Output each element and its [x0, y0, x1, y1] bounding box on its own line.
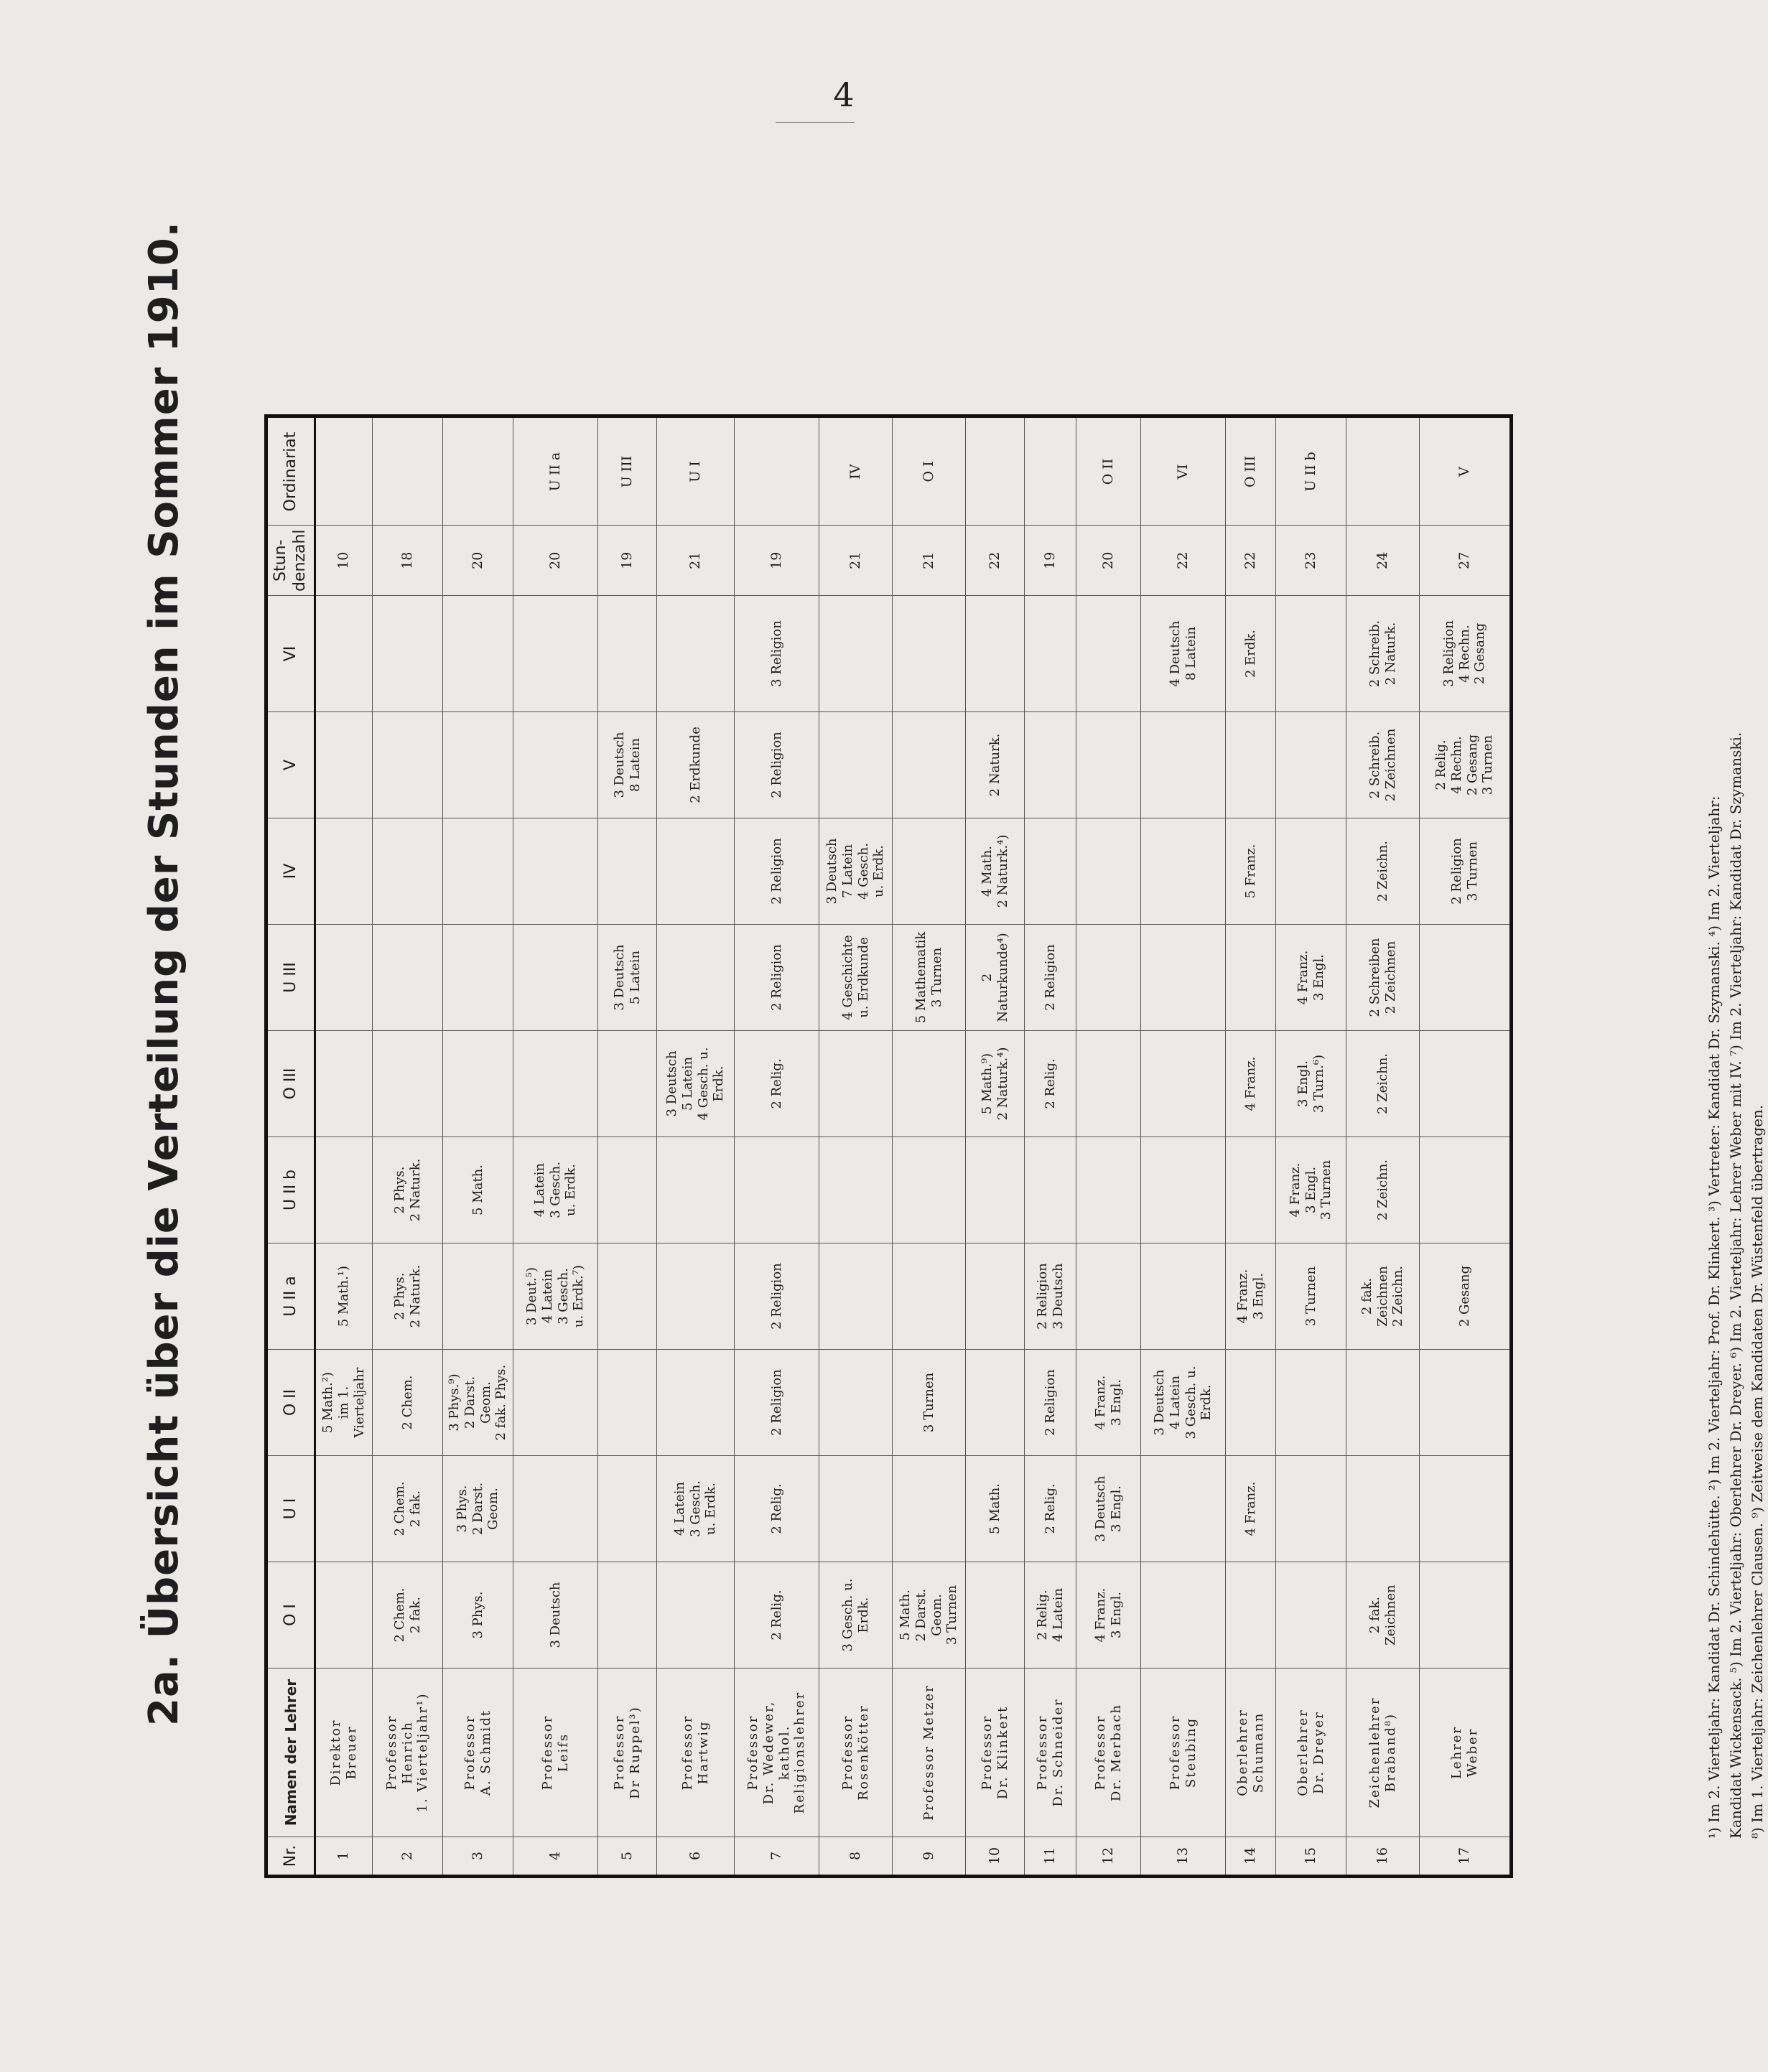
ordinariat-cell: U III	[598, 416, 657, 526]
lesson-cell	[598, 1137, 657, 1243]
row-number: 5	[598, 1837, 657, 1877]
lesson-cell	[443, 1243, 513, 1350]
lesson-cell	[315, 1137, 373, 1243]
lesson-cell	[1226, 1562, 1276, 1669]
lesson-cell: 3 Phys. 2 Darst. Geom.	[443, 1456, 513, 1562]
lesson-cell: 3 Phys.	[443, 1562, 513, 1669]
hours-total-cell: 27	[1420, 526, 1512, 596]
lesson-cell	[598, 596, 657, 712]
lesson-cell	[1141, 1562, 1226, 1669]
row-number: 8	[819, 1837, 893, 1877]
lesson-cell	[1076, 818, 1141, 925]
header-ordinariat: Ordinariat	[266, 416, 315, 526]
lesson-cell	[966, 1350, 1025, 1456]
page-title: 2a. Übersicht über die Verteilung der Stunden im Sommer 1910.	[141, 221, 187, 1726]
ordinariat-cell: O I	[893, 416, 966, 526]
header-nr: Nr.	[266, 1837, 315, 1877]
row-number: 4	[513, 1837, 598, 1877]
row-number: 2	[373, 1837, 443, 1877]
hours-total-cell: 22	[966, 526, 1025, 596]
lesson-cell	[1141, 818, 1226, 925]
teacher-name: Professor Dr. Wedewer, kathol. Religionslehrer	[735, 1669, 819, 1837]
lesson-cell	[893, 818, 966, 925]
row-number: 16	[1346, 1837, 1420, 1877]
lesson-cell	[513, 712, 598, 818]
lesson-cell: 3 Phys.⁹) 2 Darst. Geom. 2 fak. Phys.	[443, 1350, 513, 1456]
lesson-cell: 5 Mathematik 3 Turnen	[893, 925, 966, 1031]
lesson-cell: 3 Religion	[735, 596, 819, 712]
teacher-row	[966, 416, 1025, 1877]
teacher-name: Zeichenlehrer Braband⁸)	[1346, 1669, 1420, 1837]
lesson-cell: 3 Deutsch 3 Engl.	[1076, 1456, 1141, 1562]
lesson-cell	[1276, 596, 1346, 712]
hours-total-cell: 20	[1076, 526, 1141, 596]
lesson-cell: 4 Franz. 3 Engl.	[1276, 925, 1346, 1031]
lesson-cell	[513, 818, 598, 925]
lesson-cell	[373, 712, 443, 818]
row-number: 13	[1141, 1837, 1226, 1877]
lesson-cell	[1420, 1456, 1512, 1562]
lesson-cell: 3 Deut.⁵) 4 Latein 3 Gesch. u. Erdk.⁷)	[513, 1243, 598, 1350]
lesson-cell	[1276, 818, 1346, 925]
lesson-cell: 2 Religion	[735, 1350, 819, 1456]
header-class-uiib: U II b	[266, 1137, 315, 1243]
lesson-cell	[1076, 712, 1141, 818]
header-class-oi: O I	[266, 1562, 315, 1669]
lesson-cell	[966, 1243, 1025, 1350]
lesson-cell	[1420, 1350, 1512, 1456]
lesson-cell	[1276, 712, 1346, 818]
lesson-cell: 5 Math.¹)	[315, 1243, 373, 1350]
page-number: 4	[833, 75, 855, 114]
lesson-cell: 3 Deutsch	[513, 1562, 598, 1669]
row-number: 17	[1420, 1837, 1512, 1877]
teacher-name: Professor Dr Ruppel³)	[598, 1669, 657, 1837]
footnotes: ¹) Im 2. Vierteljahr: Kandidat Dr. Schindehütte. ²) Im 2. Vierteljahr: Prof. Dr. Klinkert. ³) Vertreter: Kandidat Dr. Szymanski. ⁴) Im 2. Vierteljahr: Kandidat Wickensack. ⁵) Im 2. Vierteljahr: Oberlehrer Dr. Dreyer. ⁶) Im 2. Vierteljahr: Lehrer Weber mit IV. ⁷) Im 2. Vierteljahr: Kandidat Dr. Szymanski. ⁸) Im 1. Vierteljahr: Zeichenlehrer Clausen. ⁹) Zeitweise dem Kandidaten Dr. Wüstenfeld übertragen.	[1706, 732, 1766, 1839]
hours-total-cell: 18	[373, 526, 443, 596]
ordinariat-cell	[735, 416, 819, 526]
lesson-cell: 2 Zeichn.	[1346, 1031, 1420, 1137]
lesson-cell	[1276, 1350, 1346, 1456]
lesson-cell: 2 Erdk.	[1226, 596, 1276, 712]
ordinariat-cell	[1025, 416, 1076, 526]
row-number: 9	[893, 1837, 966, 1877]
lesson-cell	[1420, 1031, 1512, 1137]
lesson-cell	[1076, 1137, 1141, 1243]
lesson-cell	[513, 596, 598, 712]
lesson-cell	[373, 596, 443, 712]
hours-total-cell: 22	[1226, 526, 1276, 596]
teacher-name: Professor Dr. Schneider	[1025, 1669, 1076, 1837]
ordinariat-cell: V	[1420, 416, 1512, 526]
teacher-row	[657, 416, 735, 1877]
lesson-cell	[443, 818, 513, 925]
lesson-cell: 4 Latein 3 Gesch. u. Erdk.	[513, 1137, 598, 1243]
lesson-cell: 2 Gesang	[1420, 1243, 1512, 1350]
lesson-cell: 3 Deutsch 8 Latein	[598, 712, 657, 818]
lesson-cell	[598, 1350, 657, 1456]
hours-total-cell: 19	[598, 526, 657, 596]
lesson-cell: 2 Relig. 4 Latein	[1025, 1562, 1076, 1669]
lesson-cell: 4 Deutsch 8 Latein	[1141, 596, 1226, 712]
ordinariat-cell: U II a	[513, 416, 598, 526]
lesson-cell	[819, 1456, 893, 1562]
header-teacher-names: Namen der Lehrer	[266, 1669, 315, 1837]
lesson-cell: 2 Chem. 2 fak.	[373, 1562, 443, 1669]
lesson-cell	[819, 1031, 893, 1137]
lesson-cell	[1420, 1562, 1512, 1669]
teacher-row	[735, 416, 819, 1877]
lesson-cell	[1141, 925, 1226, 1031]
lesson-cell	[315, 712, 373, 818]
lesson-cell	[598, 1031, 657, 1137]
teacher-name: Professor Hartwig	[657, 1669, 735, 1837]
lesson-cell	[1226, 712, 1276, 818]
lesson-cell	[657, 925, 735, 1031]
row-number: 3	[443, 1837, 513, 1877]
teacher-row	[1025, 416, 1076, 1877]
teacher-name: Oberlehrer Schumann	[1226, 1669, 1276, 1837]
lesson-cell: 2 Religion 3 Deutsch	[1025, 1243, 1076, 1350]
lesson-cell	[1025, 818, 1076, 925]
ordinariat-cell: U II b	[1276, 416, 1346, 526]
lesson-cell	[1076, 1031, 1141, 1137]
hours-total-cell: 19	[735, 526, 819, 596]
hours-total-cell: 23	[1276, 526, 1346, 596]
lesson-cell: 2 Chem. 2 fak.	[373, 1456, 443, 1562]
lesson-cell	[1420, 925, 1512, 1031]
lesson-cell	[1346, 1456, 1420, 1562]
lesson-cell: 2 Naturkunde⁴)	[966, 925, 1025, 1031]
teacher-row	[443, 416, 513, 1877]
lesson-cell	[513, 1456, 598, 1562]
row-number: 1	[315, 1837, 373, 1877]
lesson-cell: 4 Math. 2 Naturk.⁴)	[966, 818, 1025, 925]
lesson-cell	[598, 1562, 657, 1669]
teacher-name: Professor A. Schmidt	[443, 1669, 513, 1837]
ordinariat-cell	[373, 416, 443, 526]
hours-total-cell: 19	[1025, 526, 1076, 596]
lesson-cell	[819, 596, 893, 712]
lesson-cell	[1025, 1137, 1076, 1243]
lesson-cell: 2 Phys. 2 Naturk.	[373, 1137, 443, 1243]
teacher-name: Professor Leifs	[513, 1669, 598, 1837]
lesson-cell: 3 Turnen	[893, 1350, 966, 1456]
header-class-oiii: O III	[266, 1031, 315, 1137]
lesson-cell: 5 Math.	[443, 1137, 513, 1243]
header-class-uiia: U II a	[266, 1243, 315, 1350]
header-class-vi: VI	[266, 596, 315, 712]
row-number: 6	[657, 1837, 735, 1877]
lesson-cell	[373, 1031, 443, 1137]
header-class-iv: IV	[266, 818, 315, 925]
lesson-cell	[1420, 1137, 1512, 1243]
lesson-cell	[513, 925, 598, 1031]
lesson-cell	[657, 1243, 735, 1350]
lesson-cell: 5 Math.	[966, 1456, 1025, 1562]
lesson-cell	[1076, 925, 1141, 1031]
lesson-cell	[657, 596, 735, 712]
lesson-cell: 2 Schreib. 2 Naturk.	[1346, 596, 1420, 712]
lesson-cell: 3 Deutsch 5 Latein 4 Gesch. u. Erdk.	[657, 1031, 735, 1137]
lesson-cell	[1076, 596, 1141, 712]
row-number: 10	[966, 1837, 1025, 1877]
lesson-cell	[1226, 925, 1276, 1031]
lesson-cell	[657, 818, 735, 925]
lesson-cell	[819, 1137, 893, 1243]
lesson-cell: 2 Zeichn.	[1346, 1137, 1420, 1243]
lesson-cell: 2 Religion 3 Turnen	[1420, 818, 1512, 925]
ordinariat-cell: O III	[1226, 416, 1276, 526]
teacher-row	[893, 416, 966, 1877]
teacher-name: Professor Dr. Merbach	[1076, 1669, 1141, 1837]
ordinariat-cell	[443, 416, 513, 526]
lesson-cell	[598, 818, 657, 925]
header-hours-total: Stun- denzahl	[266, 526, 315, 596]
lesson-cell	[1141, 1137, 1226, 1243]
lesson-cell: 5 Math.⁹) 2 Naturk.⁴)	[966, 1031, 1025, 1137]
hours-total-cell: 22	[1141, 526, 1226, 596]
lesson-cell: 4 Franz. 3 Engl. 3 Turnen	[1276, 1137, 1346, 1243]
lesson-cell: 2 fak. Zeichnen 2 Zeichn.	[1346, 1243, 1420, 1350]
lesson-cell	[966, 1562, 1025, 1669]
teacher-name: Professor Metzer	[893, 1669, 966, 1837]
teacher-row	[1420, 416, 1512, 1877]
lesson-cell	[598, 1243, 657, 1350]
lesson-cell	[315, 1562, 373, 1669]
lesson-cell	[1141, 1456, 1226, 1562]
teacher-row	[1226, 416, 1276, 1877]
lesson-cell: 4 Franz.	[1226, 1031, 1276, 1137]
ordinariat-cell	[315, 416, 373, 526]
row-number: 7	[735, 1837, 819, 1877]
table-header-row	[266, 416, 315, 1877]
lesson-cell: 4 Franz. 3 Engl.	[1226, 1243, 1276, 1350]
lesson-cell	[657, 1137, 735, 1243]
lesson-cell: 3 Turnen	[1276, 1243, 1346, 1350]
header-class-oii: O II	[266, 1350, 315, 1456]
teacher-name: Professor Dr. Klinkert	[966, 1669, 1025, 1837]
header-class-v: V	[266, 712, 315, 818]
lesson-cell	[1346, 1350, 1420, 1456]
lesson-cell: 5 Math. 2 Darst. Geom. 3 Turnen	[893, 1562, 966, 1669]
teacher-name: Professor Rosenkötter	[819, 1669, 893, 1837]
lesson-cell: 2 Religion	[735, 818, 819, 925]
lesson-cell: 2 Schreib. 2 Zeichnen	[1346, 712, 1420, 818]
lesson-cell	[966, 1137, 1025, 1243]
lesson-cell	[1226, 1350, 1276, 1456]
lesson-cell	[893, 1137, 966, 1243]
lesson-cell	[315, 1456, 373, 1562]
ordinariat-cell: U I	[657, 416, 735, 526]
lesson-cell: 2 Religion	[1025, 925, 1076, 1031]
lesson-cell	[893, 1031, 966, 1137]
lesson-cell	[1076, 1243, 1141, 1350]
lesson-cell	[893, 596, 966, 712]
lesson-cell: 4 Franz.	[1226, 1456, 1276, 1562]
lesson-cell: 3 Religion 4 Rechn. 2 Gesang	[1420, 596, 1512, 712]
lesson-cell	[819, 1350, 893, 1456]
lesson-cell	[513, 1031, 598, 1137]
lesson-cell: 4 Latein 3 Gesch. u. Erdk.	[657, 1456, 735, 1562]
row-number: 12	[1076, 1837, 1141, 1877]
teacher-name: Direktor Breuer	[315, 1669, 373, 1837]
hours-total-cell: 20	[443, 526, 513, 596]
lesson-cell: 2 Zeichn.	[1346, 818, 1420, 925]
lesson-cell: 2 Relig.	[735, 1031, 819, 1137]
lesson-cell: 2 Chem.	[373, 1350, 443, 1456]
lesson-cell: 2 Naturk.	[966, 712, 1025, 818]
teacher-name: Professor Steubing	[1141, 1669, 1226, 1837]
teacher-name: Lehrer Weber	[1420, 1669, 1512, 1837]
lesson-cell	[315, 596, 373, 712]
lesson-cell	[315, 1031, 373, 1137]
ordinariat-cell: VI	[1141, 416, 1226, 526]
teacher-row	[598, 416, 657, 1877]
lesson-cell	[443, 596, 513, 712]
lesson-cell: 2 Religion	[735, 712, 819, 818]
teacher-row	[513, 416, 598, 1877]
ordinariat-cell: O II	[1076, 416, 1141, 526]
lesson-cell	[373, 818, 443, 925]
hours-total-cell: 10	[315, 526, 373, 596]
lesson-cell	[1025, 596, 1076, 712]
lesson-cell: 2 Relig.	[1025, 1456, 1076, 1562]
lesson-cell	[315, 925, 373, 1031]
lesson-cell: 3 Deutsch 4 Latein 3 Gesch. u. Erdk.	[1141, 1350, 1226, 1456]
lesson-cell	[443, 925, 513, 1031]
lesson-cell	[735, 1137, 819, 1243]
teacher-row	[1276, 416, 1346, 1877]
lesson-cell: 2 Relig.	[1025, 1031, 1076, 1137]
lesson-cell	[1141, 1243, 1226, 1350]
hour-distribution-table	[264, 414, 1513, 1878]
hours-total-cell: 20	[513, 526, 598, 596]
hours-total-cell: 24	[1346, 526, 1420, 596]
lesson-cell: 2 Relig. 4 Rechn. 2 Gesang 3 Turnen	[1420, 712, 1512, 818]
lesson-cell	[598, 1456, 657, 1562]
lesson-cell	[1141, 712, 1226, 818]
lesson-cell	[657, 1562, 735, 1669]
hours-total-cell: 21	[819, 526, 893, 596]
lesson-cell: 2 fak. Zeichnen	[1346, 1562, 1420, 1669]
lesson-cell	[966, 596, 1025, 712]
lesson-cell	[893, 712, 966, 818]
lesson-cell	[893, 1243, 966, 1350]
teacher-row	[1076, 416, 1141, 1877]
lesson-cell	[819, 1243, 893, 1350]
lesson-cell	[443, 712, 513, 818]
lesson-cell	[1025, 712, 1076, 818]
lesson-cell: 5 Math.²) im 1. Vierteljahr	[315, 1350, 373, 1456]
lesson-cell: 2 Erdkunde	[657, 712, 735, 818]
lesson-cell: 3 Engl. 3 Turn.⁶)	[1276, 1031, 1346, 1137]
lesson-cell: 4 Geschichte u. Erdkunde	[819, 925, 893, 1031]
lesson-cell: 2 Religion	[1025, 1350, 1076, 1456]
lesson-cell: 2 Relig.	[735, 1562, 819, 1669]
teacher-row	[1141, 416, 1226, 1877]
teacher-row	[315, 416, 373, 1877]
teacher-row	[373, 416, 443, 1877]
header-class-uiii: U III	[266, 925, 315, 1031]
lesson-cell: 2 Relig.	[735, 1456, 819, 1562]
lesson-cell: 5 Franz.	[1226, 818, 1276, 925]
lesson-cell	[1276, 1562, 1346, 1669]
lesson-cell: 3 Gesch. u. Erdk.	[819, 1562, 893, 1669]
ordinariat-cell: IV	[819, 416, 893, 526]
row-number: 14	[1226, 1837, 1276, 1877]
lesson-cell	[1276, 1456, 1346, 1562]
lesson-cell	[373, 925, 443, 1031]
lesson-cell	[1226, 1137, 1276, 1243]
rotated-page-content	[129, 0, 1766, 1878]
lesson-cell	[443, 1031, 513, 1137]
row-number: 11	[1025, 1837, 1076, 1877]
lesson-cell	[893, 1456, 966, 1562]
lesson-cell: 3 Deutsch 5 Latein	[598, 925, 657, 1031]
lesson-cell: 2 Religion	[735, 925, 819, 1031]
teacher-row	[819, 416, 893, 1877]
ordinariat-cell	[1346, 416, 1420, 526]
ordinariat-cell	[966, 416, 1025, 526]
lesson-cell: 2 Schreiben 2 Zeichnen	[1346, 925, 1420, 1031]
lesson-cell	[657, 1350, 735, 1456]
lesson-cell: 2 Phys. 2 Naturk.	[373, 1243, 443, 1350]
lesson-cell: 2 Religion	[735, 1243, 819, 1350]
lesson-cell	[513, 1350, 598, 1456]
teacher-name: Professor Henrich 1. Vierteljahr¹)	[373, 1669, 443, 1837]
teacher-name: Oberlehrer Dr. Dreyer	[1276, 1669, 1346, 1837]
lesson-cell: 3 Deutsch 7 Latein 4 Gesch. u. Erdk.	[819, 818, 893, 925]
teacher-row	[1346, 416, 1420, 1877]
hours-total-cell: 21	[657, 526, 735, 596]
lesson-cell	[315, 818, 373, 925]
hours-total-cell: 21	[893, 526, 966, 596]
lesson-cell: 4 Franz. 3 Engl.	[1076, 1350, 1141, 1456]
lesson-cell: 4 Franz. 3 Engl.	[1076, 1562, 1141, 1669]
row-number: 15	[1276, 1837, 1346, 1877]
header-class-ui: U I	[266, 1456, 315, 1562]
lesson-cell	[1141, 1031, 1226, 1137]
lesson-cell	[819, 712, 893, 818]
